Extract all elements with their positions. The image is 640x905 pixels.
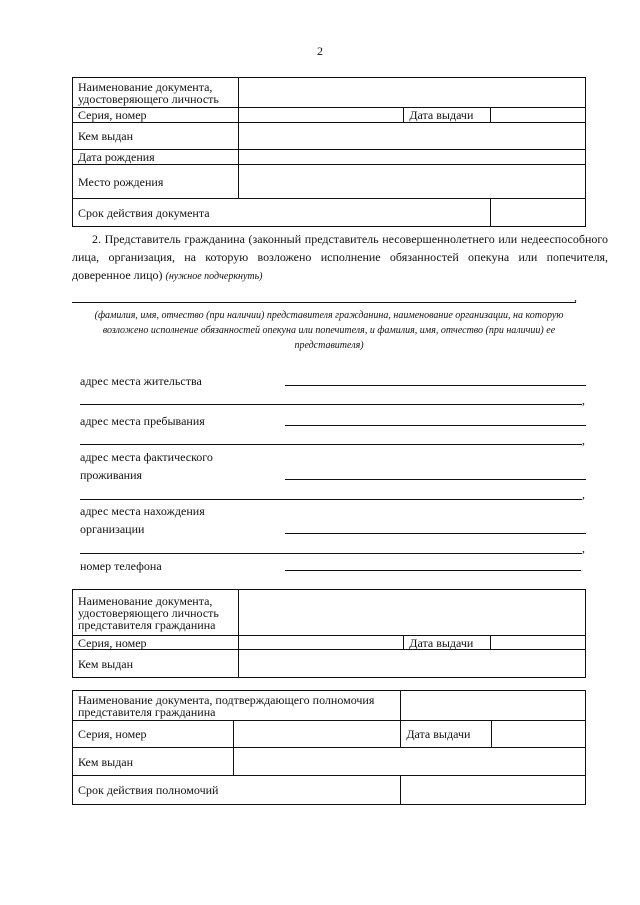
birth-date-field[interactable] [238,150,585,165]
residence-line-2[interactable] [80,404,582,405]
representative-identity-table [72,589,586,678]
authority-series-number-label: Серия, номер [73,721,234,748]
validity-spacer [404,199,491,227]
birth-date-label: Дата рождения [73,150,239,165]
representative-hint: (фамилия, имя, отчество (при наличии) представителя гражданина, наименование организации, на которую возложено исполнение обязанностей опекуна или попечителя, и фамилия, имя, отчество (при наличии) ее представителя) [94,310,564,351]
phone-label: номер телефона [80,559,162,573]
actual-residence-line-1[interactable] [285,479,586,480]
rep-series-number-field[interactable] [238,636,404,650]
rep-series-number-label: Серия, номер [73,636,239,650]
doc-name-label: Наименование документа, удостоверяющего личность [73,78,239,108]
org-address-line-2[interactable] [80,553,582,554]
residence-line-1[interactable] [285,385,586,386]
section-number: 2. [92,232,101,246]
issued-by-field[interactable] [238,123,585,150]
series-number-field[interactable] [238,108,404,123]
identity-document-table [72,77,586,227]
rep-issue-date-field[interactable] [491,636,586,650]
series-number-label: Серия, номер [73,108,239,123]
comma: , [574,290,577,304]
org-address-line-1[interactable] [285,533,586,534]
issue-date-label: Дата выдачи [404,108,491,123]
section-note: (нужное подчеркнуть) [165,271,263,282]
rep-issue-date-label: Дата выдачи [404,636,491,650]
stay-label: адрес места пребывания [80,414,205,428]
comma: , [582,393,585,407]
authority-validity-spacer [343,776,401,805]
rep-doc-name-field[interactable] [238,590,585,636]
residence-label: адрес места жительства [80,374,202,388]
rep-doc-name-label: Наименование документа, удостоверяющего личность представителя гражданина [73,590,239,636]
stay-line-2[interactable] [80,444,582,445]
issued-by-label: Кем выдан [73,123,239,150]
page-number: 2 [317,44,323,58]
authority-doc-name-field[interactable] [401,691,586,721]
authority-validity-field[interactable] [401,776,586,805]
birth-place-field[interactable] [238,165,585,199]
validity-label: Срок действия документа [73,199,404,227]
representative-name-line[interactable] [72,302,576,303]
stay-line-1[interactable] [285,425,586,426]
authority-issued-by-label: Кем выдан [73,748,234,776]
phone-line[interactable] [285,570,581,571]
actual-residence-label: адрес места фактического проживания [80,450,213,482]
actual-residence-line-2[interactable] [80,499,582,500]
authority-document-table [72,690,586,805]
rep-issued-by-field[interactable] [238,650,585,678]
authority-validity-label: Срок действия полномочий [73,776,344,805]
validity-field[interactable] [491,199,586,227]
comma: , [582,487,585,501]
section-2-text [72,230,608,286]
rep-issued-by-label: Кем выдан [73,650,239,678]
authority-issue-date-label: Дата выдачи [401,721,492,748]
section-body: Представитель гражданина (законный представитель несовершеннолетнего или недееспособного лица, организация, на которую возложено исполнение обязанностей опекуна или попечителя, доверенное лицо) [72,232,608,282]
comma: , [582,541,585,555]
org-address-label: адрес места нахождения организации [80,504,205,536]
authority-issue-date-field[interactable] [492,721,586,748]
comma: , [582,433,585,447]
authority-issued-by-field[interactable] [233,748,585,776]
authority-series-number-field[interactable] [233,721,401,748]
doc-name-field[interactable] [238,78,585,108]
authority-doc-name-label: Наименование документа, подтверждающего полномочия представителя гражданина [73,691,401,721]
birth-place-label: Место рождения [73,165,239,199]
issue-date-field[interactable] [491,108,586,123]
